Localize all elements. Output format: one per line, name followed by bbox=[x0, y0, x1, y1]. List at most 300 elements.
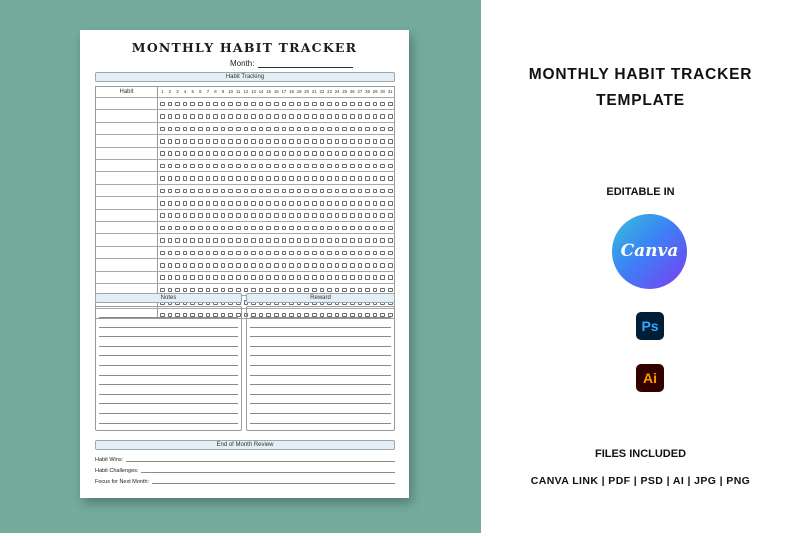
day-checkbox[interactable] bbox=[168, 151, 173, 156]
day-checkbox[interactable] bbox=[198, 127, 203, 132]
day-checkbox[interactable] bbox=[297, 102, 302, 107]
day-checkbox[interactable] bbox=[244, 139, 249, 144]
day-checkbox[interactable] bbox=[221, 176, 226, 181]
day-checkbox[interactable] bbox=[266, 176, 271, 181]
day-checkbox[interactable] bbox=[342, 263, 347, 268]
day-checkbox[interactable] bbox=[335, 164, 340, 169]
day-checkbox[interactable] bbox=[221, 164, 226, 169]
day-checkbox[interactable] bbox=[183, 226, 188, 231]
day-checkbox[interactable] bbox=[175, 114, 180, 119]
day-checkbox[interactable] bbox=[320, 114, 325, 119]
day-checkbox[interactable] bbox=[289, 189, 294, 194]
day-checkbox[interactable] bbox=[183, 189, 188, 194]
day-checkbox[interactable] bbox=[282, 213, 287, 218]
day-checkbox[interactable] bbox=[388, 275, 393, 280]
day-checkbox[interactable] bbox=[282, 127, 287, 132]
day-checkbox[interactable] bbox=[312, 127, 317, 132]
day-checkbox[interactable] bbox=[198, 238, 203, 243]
day-checkbox[interactable] bbox=[266, 164, 271, 169]
day-checkbox[interactable] bbox=[320, 102, 325, 107]
day-checkbox[interactable] bbox=[350, 151, 355, 156]
day-checkbox[interactable] bbox=[175, 102, 180, 107]
day-checkbox[interactable] bbox=[274, 275, 279, 280]
day-checkbox[interactable] bbox=[373, 151, 378, 156]
day-checkbox[interactable] bbox=[221, 151, 226, 156]
day-checkbox[interactable] bbox=[198, 251, 203, 256]
day-checkbox[interactable] bbox=[388, 139, 393, 144]
day-checkbox[interactable] bbox=[266, 102, 271, 107]
day-checkbox[interactable] bbox=[213, 127, 218, 132]
day-checkbox[interactable] bbox=[228, 114, 233, 119]
day-checkbox[interactable] bbox=[236, 263, 241, 268]
day-checkbox[interactable] bbox=[274, 251, 279, 256]
day-checkbox[interactable] bbox=[244, 275, 249, 280]
day-checkbox[interactable] bbox=[190, 139, 195, 144]
day-checkbox[interactable] bbox=[388, 213, 393, 218]
day-checkbox[interactable] bbox=[373, 288, 378, 293]
day-checkbox[interactable] bbox=[259, 151, 264, 156]
day-checkbox[interactable] bbox=[221, 114, 226, 119]
day-checkbox[interactable] bbox=[251, 238, 256, 243]
day-checkbox[interactable] bbox=[304, 226, 309, 231]
day-checkbox[interactable] bbox=[175, 275, 180, 280]
day-checkbox[interactable] bbox=[206, 213, 211, 218]
day-checkbox[interactable] bbox=[365, 151, 370, 156]
day-checkbox[interactable] bbox=[289, 151, 294, 156]
day-checkbox[interactable] bbox=[304, 263, 309, 268]
day-checkbox[interactable] bbox=[312, 139, 317, 144]
day-checkbox[interactable] bbox=[380, 114, 385, 119]
day-checkbox[interactable] bbox=[282, 164, 287, 169]
day-checkbox[interactable] bbox=[206, 263, 211, 268]
day-checkbox[interactable] bbox=[282, 176, 287, 181]
day-checkbox[interactable] bbox=[358, 238, 363, 243]
day-checkbox[interactable] bbox=[335, 238, 340, 243]
day-checkbox[interactable] bbox=[289, 114, 294, 119]
day-checkbox[interactable] bbox=[320, 127, 325, 132]
day-checkbox[interactable] bbox=[259, 288, 264, 293]
day-checkbox[interactable] bbox=[213, 226, 218, 231]
day-checkbox[interactable] bbox=[160, 275, 165, 280]
day-checkbox[interactable] bbox=[342, 164, 347, 169]
day-checkbox[interactable] bbox=[175, 127, 180, 132]
day-checkbox[interactable] bbox=[175, 139, 180, 144]
day-checkbox[interactable] bbox=[358, 251, 363, 256]
day-checkbox[interactable] bbox=[335, 226, 340, 231]
day-checkbox[interactable] bbox=[320, 275, 325, 280]
day-checkbox[interactable] bbox=[373, 275, 378, 280]
day-checkbox[interactable] bbox=[221, 201, 226, 206]
day-checkbox[interactable] bbox=[251, 164, 256, 169]
day-checkbox[interactable] bbox=[297, 275, 302, 280]
day-checkbox[interactable] bbox=[183, 151, 188, 156]
day-checkbox[interactable] bbox=[221, 102, 226, 107]
day-checkbox[interactable] bbox=[160, 263, 165, 268]
day-checkbox[interactable] bbox=[190, 238, 195, 243]
day-checkbox[interactable] bbox=[380, 238, 385, 243]
day-checkbox[interactable] bbox=[312, 213, 317, 218]
day-checkbox[interactable] bbox=[380, 288, 385, 293]
day-checkbox[interactable] bbox=[320, 201, 325, 206]
day-checkbox[interactable] bbox=[160, 288, 165, 293]
day-checkbox[interactable] bbox=[373, 251, 378, 256]
day-checkbox[interactable] bbox=[198, 189, 203, 194]
day-checkbox[interactable] bbox=[274, 139, 279, 144]
day-checkbox[interactable] bbox=[312, 238, 317, 243]
day-checkbox[interactable] bbox=[244, 238, 249, 243]
day-checkbox[interactable] bbox=[304, 127, 309, 132]
day-checkbox[interactable] bbox=[358, 114, 363, 119]
day-checkbox[interactable] bbox=[365, 263, 370, 268]
day-checkbox[interactable] bbox=[259, 213, 264, 218]
day-checkbox[interactable] bbox=[365, 251, 370, 256]
day-checkbox[interactable] bbox=[320, 176, 325, 181]
day-checkbox[interactable] bbox=[175, 189, 180, 194]
day-checkbox[interactable] bbox=[297, 164, 302, 169]
day-checkbox[interactable] bbox=[373, 164, 378, 169]
day-checkbox[interactable] bbox=[244, 164, 249, 169]
day-checkbox[interactable] bbox=[236, 114, 241, 119]
day-checkbox[interactable] bbox=[160, 114, 165, 119]
day-checkbox[interactable] bbox=[228, 102, 233, 107]
day-checkbox[interactable] bbox=[198, 114, 203, 119]
day-checkbox[interactable] bbox=[259, 114, 264, 119]
day-checkbox[interactable] bbox=[274, 127, 279, 132]
day-checkbox[interactable] bbox=[297, 176, 302, 181]
day-checkbox[interactable] bbox=[350, 164, 355, 169]
day-checkbox[interactable] bbox=[327, 189, 332, 194]
day-checkbox[interactable] bbox=[168, 251, 173, 256]
day-checkbox[interactable] bbox=[168, 139, 173, 144]
day-checkbox[interactable] bbox=[190, 263, 195, 268]
day-checkbox[interactable] bbox=[236, 288, 241, 293]
day-checkbox[interactable] bbox=[175, 288, 180, 293]
day-checkbox[interactable] bbox=[350, 102, 355, 107]
day-checkbox[interactable] bbox=[228, 251, 233, 256]
day-checkbox[interactable] bbox=[168, 263, 173, 268]
day-checkbox[interactable] bbox=[244, 151, 249, 156]
day-checkbox[interactable] bbox=[236, 176, 241, 181]
day-checkbox[interactable] bbox=[266, 213, 271, 218]
day-checkbox[interactable] bbox=[168, 226, 173, 231]
day-checkbox[interactable] bbox=[342, 226, 347, 231]
day-checkbox[interactable] bbox=[297, 114, 302, 119]
day-checkbox[interactable] bbox=[304, 189, 309, 194]
day-checkbox[interactable] bbox=[198, 176, 203, 181]
day-checkbox[interactable] bbox=[183, 213, 188, 218]
day-checkbox[interactable] bbox=[327, 213, 332, 218]
day-checkbox[interactable] bbox=[365, 288, 370, 293]
day-checkbox[interactable] bbox=[304, 201, 309, 206]
day-checkbox[interactable] bbox=[213, 164, 218, 169]
day-checkbox[interactable] bbox=[335, 102, 340, 107]
day-checkbox[interactable] bbox=[312, 201, 317, 206]
day-checkbox[interactable] bbox=[312, 176, 317, 181]
day-checkbox[interactable] bbox=[160, 238, 165, 243]
day-checkbox[interactable] bbox=[183, 114, 188, 119]
day-checkbox[interactable] bbox=[221, 288, 226, 293]
day-checkbox[interactable] bbox=[206, 151, 211, 156]
day-checkbox[interactable] bbox=[175, 251, 180, 256]
day-checkbox[interactable] bbox=[320, 263, 325, 268]
day-checkbox[interactable] bbox=[350, 251, 355, 256]
day-checkbox[interactable] bbox=[266, 189, 271, 194]
day-checkbox[interactable] bbox=[213, 238, 218, 243]
day-checkbox[interactable] bbox=[289, 238, 294, 243]
day-checkbox[interactable] bbox=[228, 189, 233, 194]
day-checkbox[interactable] bbox=[206, 238, 211, 243]
day-checkbox[interactable] bbox=[282, 288, 287, 293]
day-checkbox[interactable] bbox=[373, 213, 378, 218]
day-checkbox[interactable] bbox=[244, 263, 249, 268]
day-checkbox[interactable] bbox=[335, 127, 340, 132]
day-checkbox[interactable] bbox=[327, 201, 332, 206]
day-checkbox[interactable] bbox=[297, 213, 302, 218]
day-checkbox[interactable] bbox=[168, 189, 173, 194]
day-checkbox[interactable] bbox=[388, 151, 393, 156]
day-checkbox[interactable] bbox=[206, 114, 211, 119]
day-checkbox[interactable] bbox=[221, 213, 226, 218]
day-checkbox[interactable] bbox=[251, 102, 256, 107]
day-checkbox[interactable] bbox=[365, 176, 370, 181]
day-checkbox[interactable] bbox=[259, 263, 264, 268]
day-checkbox[interactable] bbox=[259, 102, 264, 107]
day-checkbox[interactable] bbox=[335, 251, 340, 256]
day-checkbox[interactable] bbox=[266, 226, 271, 231]
day-checkbox[interactable] bbox=[304, 275, 309, 280]
day-checkbox[interactable] bbox=[320, 139, 325, 144]
day-checkbox[interactable] bbox=[228, 139, 233, 144]
day-checkbox[interactable] bbox=[312, 251, 317, 256]
day-checkbox[interactable] bbox=[213, 288, 218, 293]
day-checkbox[interactable] bbox=[282, 226, 287, 231]
day-checkbox[interactable] bbox=[373, 189, 378, 194]
day-checkbox[interactable] bbox=[213, 139, 218, 144]
day-checkbox[interactable] bbox=[312, 102, 317, 107]
day-checkbox[interactable] bbox=[380, 164, 385, 169]
day-checkbox[interactable] bbox=[251, 114, 256, 119]
day-checkbox[interactable] bbox=[198, 201, 203, 206]
day-checkbox[interactable] bbox=[335, 151, 340, 156]
day-checkbox[interactable] bbox=[190, 114, 195, 119]
day-checkbox[interactable] bbox=[236, 102, 241, 107]
day-checkbox[interactable] bbox=[244, 189, 249, 194]
day-checkbox[interactable] bbox=[206, 164, 211, 169]
day-checkbox[interactable] bbox=[236, 275, 241, 280]
day-checkbox[interactable] bbox=[358, 189, 363, 194]
day-checkbox[interactable] bbox=[380, 275, 385, 280]
day-checkbox[interactable] bbox=[380, 102, 385, 107]
day-checkbox[interactable] bbox=[274, 288, 279, 293]
day-checkbox[interactable] bbox=[160, 226, 165, 231]
day-checkbox[interactable] bbox=[266, 238, 271, 243]
day-checkbox[interactable] bbox=[388, 251, 393, 256]
day-checkbox[interactable] bbox=[206, 189, 211, 194]
day-checkbox[interactable] bbox=[304, 102, 309, 107]
day-checkbox[interactable] bbox=[175, 201, 180, 206]
day-checkbox[interactable] bbox=[350, 189, 355, 194]
day-checkbox[interactable] bbox=[251, 201, 256, 206]
day-checkbox[interactable] bbox=[342, 189, 347, 194]
day-checkbox[interactable] bbox=[160, 102, 165, 107]
day-checkbox[interactable] bbox=[183, 102, 188, 107]
day-checkbox[interactable] bbox=[213, 213, 218, 218]
day-checkbox[interactable] bbox=[160, 164, 165, 169]
day-checkbox[interactable] bbox=[160, 201, 165, 206]
day-checkbox[interactable] bbox=[312, 114, 317, 119]
day-checkbox[interactable] bbox=[213, 201, 218, 206]
day-checkbox[interactable] bbox=[335, 263, 340, 268]
day-checkbox[interactable] bbox=[350, 114, 355, 119]
day-checkbox[interactable] bbox=[380, 189, 385, 194]
day-checkbox[interactable] bbox=[175, 176, 180, 181]
day-checkbox[interactable] bbox=[251, 127, 256, 132]
day-checkbox[interactable] bbox=[304, 164, 309, 169]
day-checkbox[interactable] bbox=[365, 213, 370, 218]
day-checkbox[interactable] bbox=[350, 275, 355, 280]
day-checkbox[interactable] bbox=[266, 201, 271, 206]
day-checkbox[interactable] bbox=[190, 164, 195, 169]
day-checkbox[interactable] bbox=[297, 238, 302, 243]
day-checkbox[interactable] bbox=[388, 102, 393, 107]
day-checkbox[interactable] bbox=[259, 139, 264, 144]
day-checkbox[interactable] bbox=[373, 114, 378, 119]
day-checkbox[interactable] bbox=[168, 114, 173, 119]
day-checkbox[interactable] bbox=[312, 226, 317, 231]
day-checkbox[interactable] bbox=[221, 275, 226, 280]
day-checkbox[interactable] bbox=[289, 102, 294, 107]
day-checkbox[interactable] bbox=[190, 102, 195, 107]
day-checkbox[interactable] bbox=[342, 275, 347, 280]
day-checkbox[interactable] bbox=[190, 251, 195, 256]
day-checkbox[interactable] bbox=[168, 127, 173, 132]
day-checkbox[interactable] bbox=[168, 164, 173, 169]
day-checkbox[interactable] bbox=[320, 151, 325, 156]
day-checkbox[interactable] bbox=[228, 176, 233, 181]
day-checkbox[interactable] bbox=[373, 201, 378, 206]
day-checkbox[interactable] bbox=[342, 238, 347, 243]
day-checkbox[interactable] bbox=[304, 176, 309, 181]
day-checkbox[interactable] bbox=[380, 176, 385, 181]
day-checkbox[interactable] bbox=[206, 102, 211, 107]
day-checkbox[interactable] bbox=[320, 288, 325, 293]
day-checkbox[interactable] bbox=[380, 201, 385, 206]
day-checkbox[interactable] bbox=[335, 288, 340, 293]
day-checkbox[interactable] bbox=[259, 226, 264, 231]
day-checkbox[interactable] bbox=[320, 238, 325, 243]
day-checkbox[interactable] bbox=[236, 139, 241, 144]
day-checkbox[interactable] bbox=[198, 275, 203, 280]
day-checkbox[interactable] bbox=[175, 213, 180, 218]
day-checkbox[interactable] bbox=[388, 189, 393, 194]
day-checkbox[interactable] bbox=[342, 127, 347, 132]
day-checkbox[interactable] bbox=[168, 288, 173, 293]
day-checkbox[interactable] bbox=[365, 139, 370, 144]
day-checkbox[interactable] bbox=[335, 189, 340, 194]
day-checkbox[interactable] bbox=[266, 251, 271, 256]
day-checkbox[interactable] bbox=[251, 251, 256, 256]
day-checkbox[interactable] bbox=[175, 164, 180, 169]
day-checkbox[interactable] bbox=[190, 151, 195, 156]
day-checkbox[interactable] bbox=[380, 151, 385, 156]
day-checkbox[interactable] bbox=[304, 151, 309, 156]
day-checkbox[interactable] bbox=[259, 127, 264, 132]
day-checkbox[interactable] bbox=[358, 201, 363, 206]
day-checkbox[interactable] bbox=[327, 176, 332, 181]
day-checkbox[interactable] bbox=[289, 251, 294, 256]
day-checkbox[interactable] bbox=[244, 251, 249, 256]
day-checkbox[interactable] bbox=[388, 263, 393, 268]
day-checkbox[interactable] bbox=[350, 213, 355, 218]
day-checkbox[interactable] bbox=[304, 213, 309, 218]
day-checkbox[interactable] bbox=[190, 176, 195, 181]
day-checkbox[interactable] bbox=[244, 176, 249, 181]
day-checkbox[interactable] bbox=[297, 288, 302, 293]
day-checkbox[interactable] bbox=[350, 238, 355, 243]
day-checkbox[interactable] bbox=[198, 139, 203, 144]
day-checkbox[interactable] bbox=[304, 139, 309, 144]
day-checkbox[interactable] bbox=[327, 151, 332, 156]
day-checkbox[interactable] bbox=[289, 127, 294, 132]
day-checkbox[interactable] bbox=[380, 251, 385, 256]
day-checkbox[interactable] bbox=[160, 127, 165, 132]
day-checkbox[interactable] bbox=[206, 176, 211, 181]
day-checkbox[interactable] bbox=[190, 127, 195, 132]
day-checkbox[interactable] bbox=[282, 189, 287, 194]
day-checkbox[interactable] bbox=[228, 151, 233, 156]
day-checkbox[interactable] bbox=[213, 189, 218, 194]
day-checkbox[interactable] bbox=[327, 102, 332, 107]
day-checkbox[interactable] bbox=[312, 164, 317, 169]
day-checkbox[interactable] bbox=[190, 213, 195, 218]
day-checkbox[interactable] bbox=[365, 114, 370, 119]
day-checkbox[interactable] bbox=[213, 176, 218, 181]
day-checkbox[interactable] bbox=[320, 251, 325, 256]
day-checkbox[interactable] bbox=[228, 164, 233, 169]
day-checkbox[interactable] bbox=[190, 288, 195, 293]
day-checkbox[interactable] bbox=[251, 275, 256, 280]
day-checkbox[interactable] bbox=[221, 263, 226, 268]
day-checkbox[interactable] bbox=[259, 238, 264, 243]
day-checkbox[interactable] bbox=[168, 213, 173, 218]
day-checkbox[interactable] bbox=[350, 176, 355, 181]
day-checkbox[interactable] bbox=[342, 139, 347, 144]
day-checkbox[interactable] bbox=[251, 139, 256, 144]
day-checkbox[interactable] bbox=[320, 164, 325, 169]
day-checkbox[interactable] bbox=[289, 164, 294, 169]
day-checkbox[interactable] bbox=[244, 226, 249, 231]
day-checkbox[interactable] bbox=[274, 102, 279, 107]
day-checkbox[interactable] bbox=[289, 176, 294, 181]
day-checkbox[interactable] bbox=[327, 139, 332, 144]
day-checkbox[interactable] bbox=[350, 226, 355, 231]
day-checkbox[interactable] bbox=[297, 189, 302, 194]
day-checkbox[interactable] bbox=[335, 176, 340, 181]
day-checkbox[interactable] bbox=[228, 263, 233, 268]
day-checkbox[interactable] bbox=[198, 213, 203, 218]
day-checkbox[interactable] bbox=[206, 275, 211, 280]
day-checkbox[interactable] bbox=[365, 275, 370, 280]
day-checkbox[interactable] bbox=[183, 139, 188, 144]
day-checkbox[interactable] bbox=[213, 251, 218, 256]
day-checkbox[interactable] bbox=[282, 201, 287, 206]
day-checkbox[interactable] bbox=[388, 176, 393, 181]
day-checkbox[interactable] bbox=[160, 251, 165, 256]
day-checkbox[interactable] bbox=[365, 164, 370, 169]
day-checkbox[interactable] bbox=[236, 164, 241, 169]
day-checkbox[interactable] bbox=[350, 201, 355, 206]
day-checkbox[interactable] bbox=[266, 127, 271, 132]
